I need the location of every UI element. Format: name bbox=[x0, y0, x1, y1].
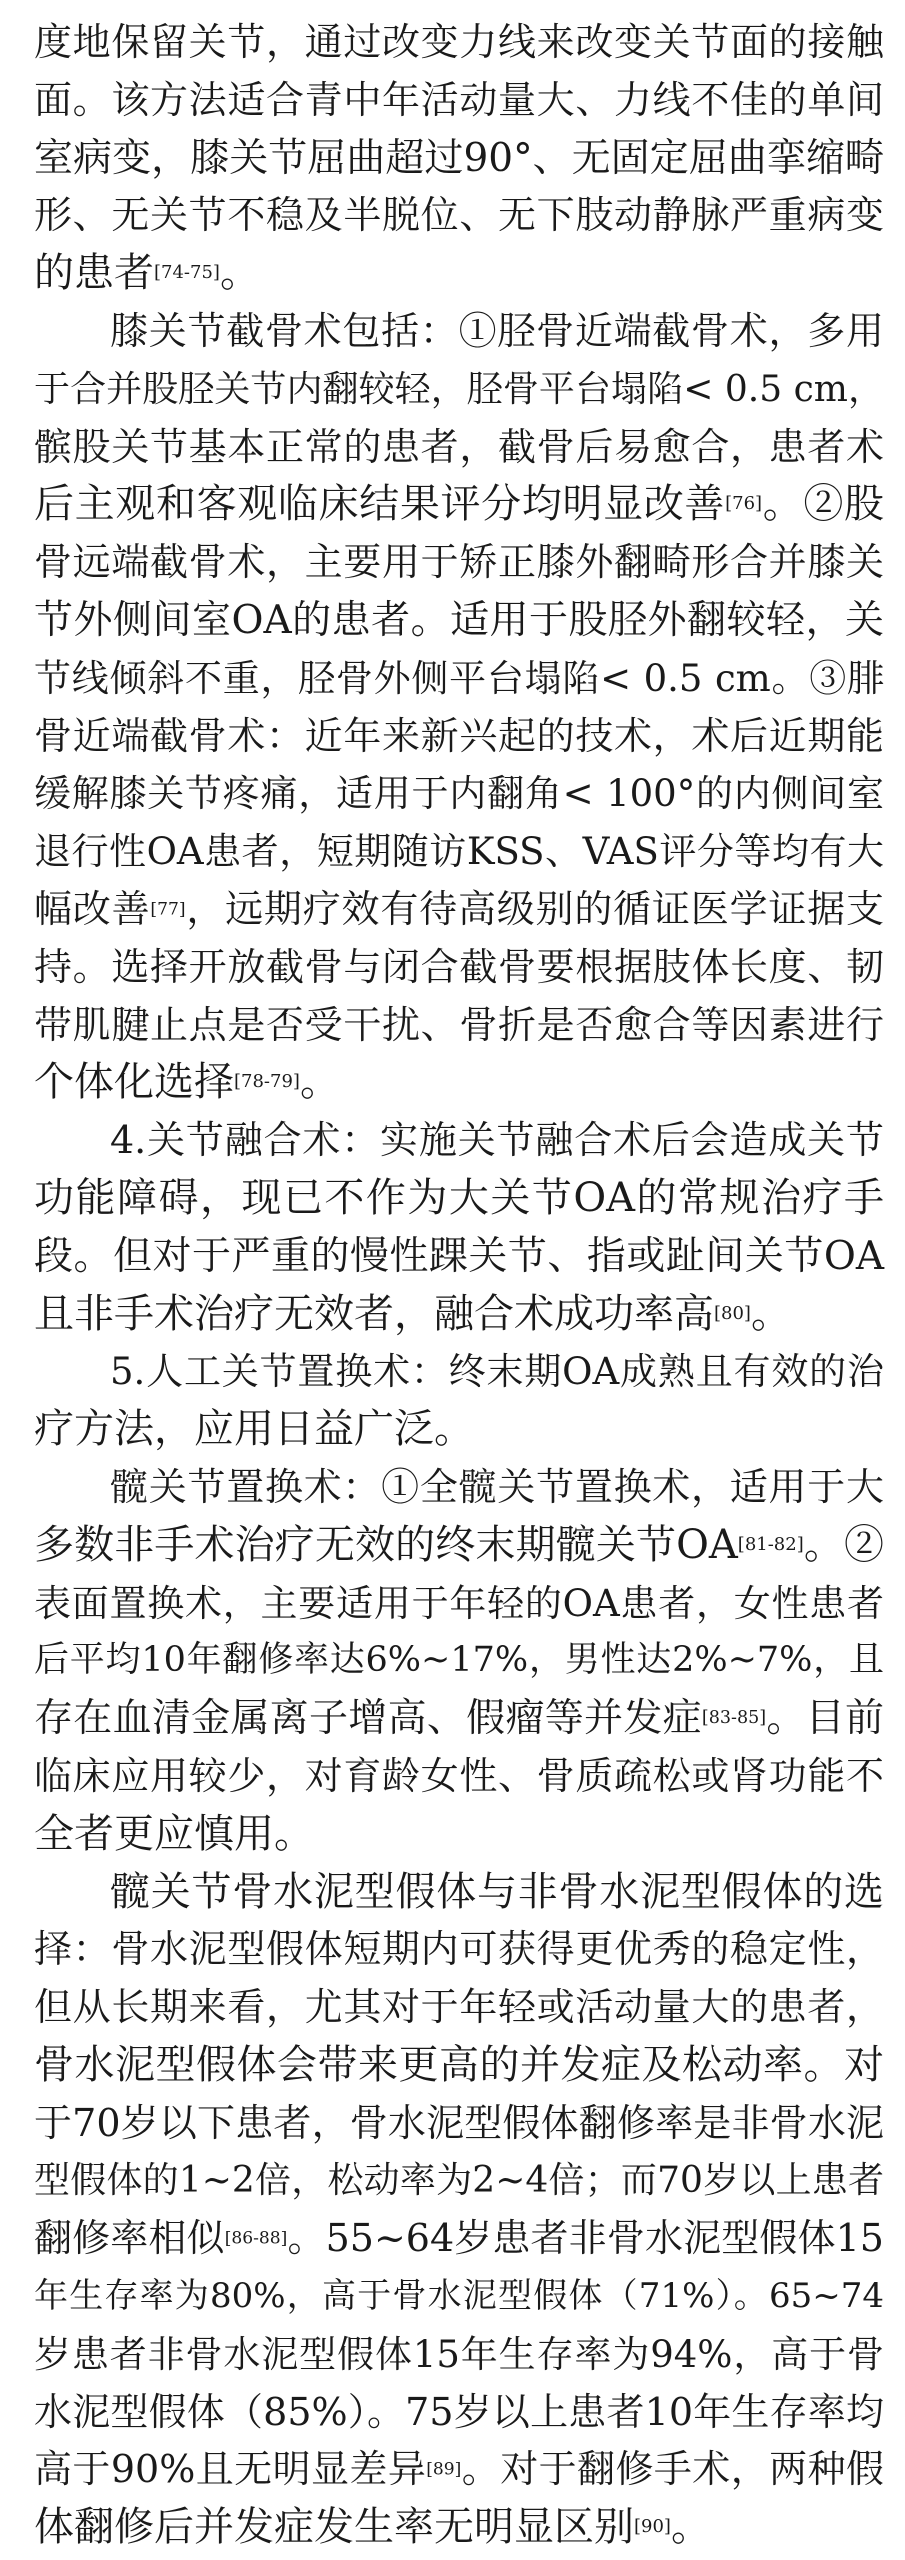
line-text: 后主观和客观临床结果评分均明显改善 bbox=[34, 481, 726, 528]
line-text: 于70岁以下患者，骨水泥型假体翻修率是非骨水泥 bbox=[34, 2100, 884, 2145]
line-text: 5.人工关节置换术：终末期OA成熟且有效的治 bbox=[110, 1350, 884, 1394]
citation-reference: [78-79] bbox=[234, 1071, 300, 1093]
line-text: 临床应用较少，对育龄女性、骨质疏松或肾功能不 bbox=[34, 1753, 884, 1798]
text-line bbox=[34, 1459, 884, 1517]
text-line bbox=[34, 2441, 884, 2499]
text-line bbox=[34, 2037, 884, 2095]
citation-reference: [86-88] bbox=[224, 2228, 288, 2249]
line-text: 节外侧间室OA的患者。适用于股胫外翻较轻，关 bbox=[34, 597, 884, 643]
line-text: 存在血清金属离子增高、假瘤等并发症 bbox=[34, 1696, 702, 1742]
line-text: 髋关节置换术：①全髋关节置换术，适用于大 bbox=[110, 1464, 884, 1509]
text-line bbox=[34, 1575, 884, 1633]
text-line bbox=[34, 708, 884, 766]
text-line bbox=[34, 2268, 884, 2326]
line-text: 退行性OA患者，短期随访KSS、VAS评分等均有大 bbox=[34, 830, 884, 874]
citation-reference: [76] bbox=[725, 493, 763, 515]
line-text: 全者更应慎用。 bbox=[34, 1810, 314, 1857]
citation-reference: [74-75] bbox=[154, 262, 220, 284]
line-text: 幅改善 bbox=[34, 886, 151, 931]
text-line bbox=[34, 1228, 884, 1286]
line-text: 多数非手术治疗无效的终末期髋关节OA bbox=[34, 1521, 738, 1568]
text-line bbox=[34, 1054, 884, 1112]
line-text: 年生存率为80%，高于骨水泥型假体（71%）。65~74 bbox=[34, 2276, 884, 2317]
line-text: 的患者 bbox=[34, 250, 154, 297]
line-text: 翻修率相似 bbox=[34, 2216, 225, 2261]
text-line bbox=[34, 1806, 884, 1864]
line-text: 。目前 bbox=[766, 1696, 884, 1742]
text-line bbox=[34, 939, 884, 997]
text-line bbox=[34, 2210, 884, 2268]
text-line bbox=[34, 14, 884, 72]
text-line bbox=[34, 1864, 884, 1922]
line-text: 功能障碍，现已不作为大关节OA的常规治疗手 bbox=[34, 1174, 884, 1221]
line-text: 室病变，膝关节屈曲超过90°、无固定屈曲挛缩畸 bbox=[34, 135, 884, 181]
text-line bbox=[34, 1286, 884, 1344]
line-text: 择：骨水泥型假体短期内可获得更优秀的稳定性， bbox=[34, 1927, 884, 1972]
text-line bbox=[34, 650, 884, 708]
line-text: 。② bbox=[803, 1521, 884, 1568]
text-line bbox=[34, 303, 884, 361]
line-text: 节线倾斜不重，胫骨外侧平台塌陷< 0.5 cm。③腓 bbox=[34, 656, 884, 700]
line-text: 体翻修后并发症发生率无明显区别 bbox=[34, 2504, 634, 2551]
text-line bbox=[34, 1979, 884, 2037]
line-text: 型假体的1~2倍，松动率为2~4倍；而70岁以上患者 bbox=[34, 2160, 884, 2202]
line-text: 骨远端截骨术，主要用于矫正膝外翻畸形合并膝关 bbox=[34, 540, 884, 585]
line-text: 于合并股胫关节内翻较轻，胫骨平台塌陷< 0.5 cm， bbox=[34, 368, 884, 410]
line-text: 。 bbox=[670, 2504, 711, 2551]
text-line bbox=[34, 72, 884, 130]
line-text: 骨近端截骨术：近年来新兴起的技术，术后近期能 bbox=[34, 713, 884, 758]
line-text: 髋关节骨水泥型假体与非骨水泥型假体的选 bbox=[110, 1868, 884, 1915]
text-line bbox=[34, 361, 884, 419]
text-line bbox=[34, 1112, 884, 1170]
text-line bbox=[34, 534, 884, 592]
line-text: 缓解膝关节疼痛，适用于内翻角< 100°的内侧间室 bbox=[34, 772, 884, 816]
line-text: 。对于翻修手术，两种假 bbox=[461, 2447, 884, 2492]
citation-reference: [81-82] bbox=[737, 1533, 804, 1555]
citation-reference: [77] bbox=[150, 899, 186, 920]
line-text: ，远期疗效有待高级别的循证医学证据支 bbox=[185, 886, 884, 931]
citation-reference: [89] bbox=[426, 2459, 462, 2480]
text-line bbox=[34, 1690, 884, 1748]
line-text: 后平均10年翻修率达6%~17%，男性达2%~7%，且 bbox=[34, 1640, 884, 1681]
text-line bbox=[34, 2152, 884, 2210]
text-line bbox=[34, 592, 884, 650]
citation-reference: [80] bbox=[714, 1302, 751, 1324]
text-line bbox=[34, 2326, 884, 2384]
paragraph bbox=[34, 1343, 884, 1459]
text-line bbox=[34, 1401, 884, 1459]
paragraph bbox=[34, 1112, 884, 1343]
line-text: 岁患者非骨水泥型假体15年生存率为94%，高于骨 bbox=[34, 2332, 884, 2376]
line-text: 度地保留关节，通过改变力线来改变关节面的接触 bbox=[34, 20, 884, 64]
text-line bbox=[34, 765, 884, 823]
text-line bbox=[34, 2095, 884, 2153]
text-line bbox=[34, 130, 884, 188]
paragraph bbox=[34, 1864, 884, 2558]
text-line bbox=[34, 881, 884, 939]
line-text: 。②股 bbox=[762, 481, 885, 528]
text-line bbox=[34, 2384, 884, 2442]
line-text: 段。但对于严重的慢性踝关节、指或趾间关节OA bbox=[34, 1233, 884, 1279]
text-line bbox=[34, 1170, 884, 1228]
line-text: 形、无关节不稳及半脱位、无下肢动静脉严重病变 bbox=[34, 193, 884, 238]
line-text: 4.关节融合术：实施关节融合术后会造成关节 bbox=[110, 1118, 884, 1163]
text-line bbox=[34, 2499, 884, 2557]
line-text: 。 bbox=[219, 250, 260, 297]
text-line bbox=[34, 1517, 884, 1575]
text-line bbox=[34, 1748, 884, 1806]
line-text: 带肌腱止点是否受干扰、骨折是否愈合等因素进行 bbox=[34, 1002, 884, 1047]
text-line bbox=[34, 419, 884, 477]
text-line bbox=[34, 1921, 884, 1979]
citation-reference: [83-85] bbox=[701, 1708, 767, 1729]
line-text: 膝关节截骨术包括：①胫骨近端截骨术，多用 bbox=[110, 308, 884, 353]
line-text: 持。选择开放截骨与闭合截骨要根据肢体长度、韧 bbox=[34, 944, 884, 989]
line-text: 髌股关节基本正常的患者，截骨后易愈合，患者术 bbox=[34, 424, 884, 469]
line-text: 个体化选择 bbox=[34, 1059, 234, 1106]
line-text: 骨水泥型假体会带来更高的并发症及松动率。对 bbox=[34, 2041, 884, 2088]
line-text: 但从长期来看，尤其对于年轻或活动量大的患者， bbox=[34, 1985, 884, 2030]
text-line bbox=[34, 823, 884, 881]
text-line bbox=[34, 476, 884, 534]
line-text: 。 bbox=[299, 1059, 340, 1106]
line-text: 表面置换术，主要适用于年轻的OA患者，女性患者 bbox=[34, 1581, 884, 1625]
line-text: 且非手术治疗无效者，融合术成功率高 bbox=[34, 1290, 714, 1337]
line-text: 。 bbox=[750, 1290, 791, 1337]
line-text: 疗方法，应用日益广泛。 bbox=[34, 1406, 474, 1453]
line-text: 面。该方法适合青中年活动量大、力线不佳的单间 bbox=[34, 77, 884, 122]
text-line bbox=[34, 997, 884, 1055]
line-text: 。55~64岁患者非骨水泥型假体15 bbox=[287, 2216, 884, 2261]
paragraph bbox=[34, 303, 884, 1112]
line-text: 水泥型假体（85%）。75岁以上患者10年生存率均 bbox=[34, 2389, 884, 2434]
citation-reference: [90] bbox=[634, 2516, 671, 2538]
paragraph bbox=[34, 1459, 884, 1864]
paragraph bbox=[34, 14, 884, 303]
line-text: 高于90%且无明显差异 bbox=[34, 2447, 427, 2492]
text-line bbox=[34, 245, 884, 303]
text-line bbox=[34, 1632, 884, 1690]
text-line bbox=[34, 1343, 884, 1401]
text-line bbox=[34, 187, 884, 245]
